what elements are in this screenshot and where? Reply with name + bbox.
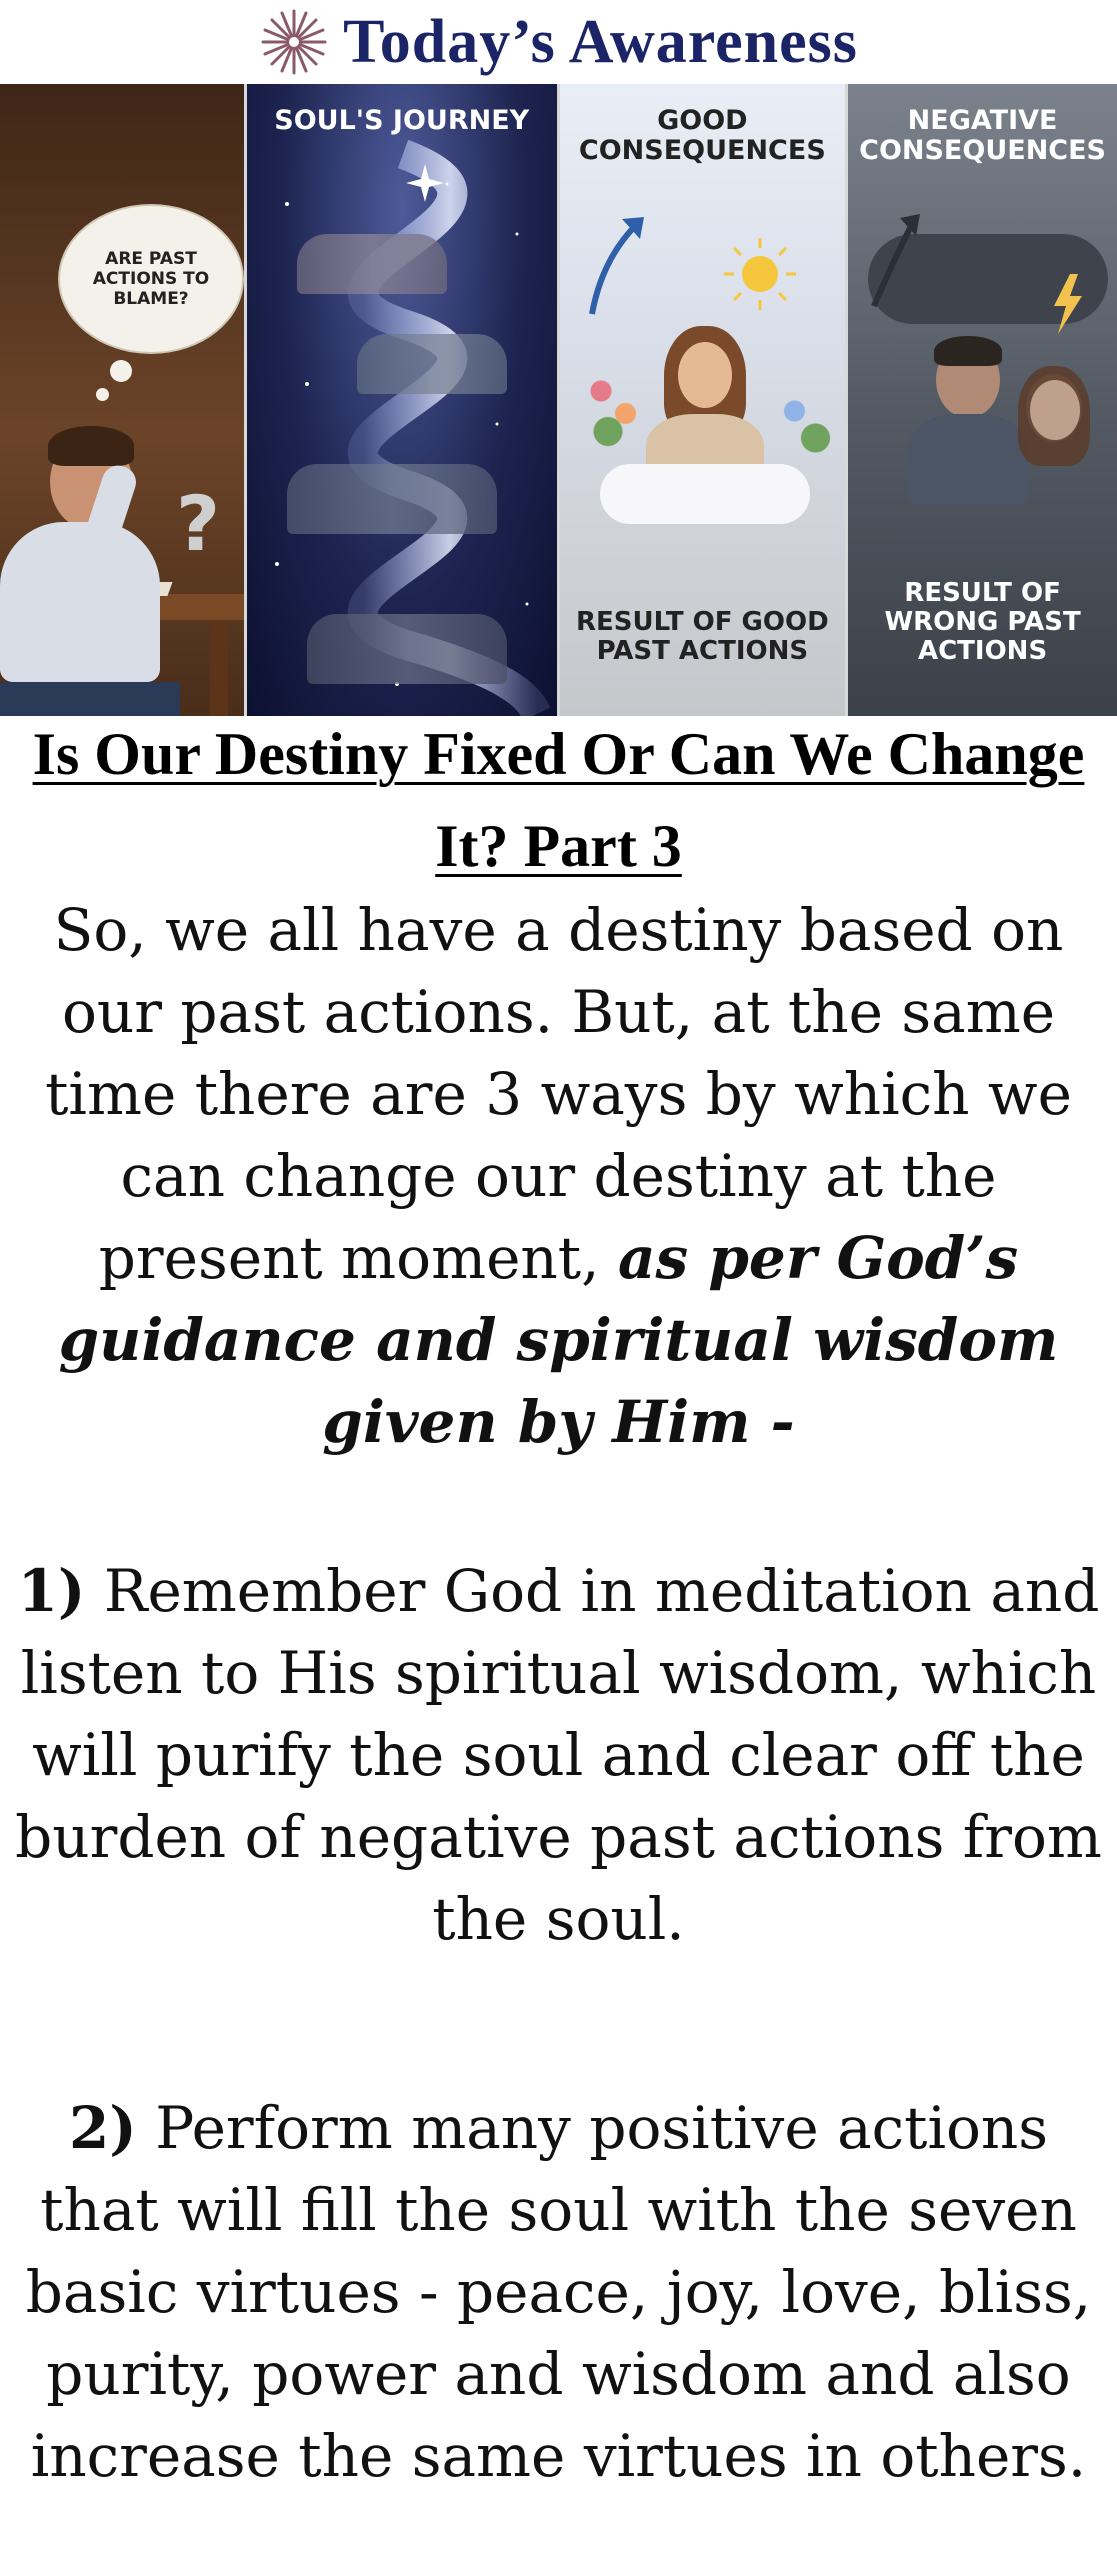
sun-icon xyxy=(720,234,800,314)
intro-plain-text: So, we all have a destiny based on our past actions. But, at the same time there are 3 ways by which we can change our destiny at the present moment, xyxy=(45,896,1072,1292)
article-heading-text: Is Our Destiny Fixed Or Can We Change It? Part 3 xyxy=(32,721,1085,879)
panel-title: NEGATIVE CONSEQUENCES xyxy=(859,105,1107,166)
cloud xyxy=(600,464,810,524)
man-sad-hair xyxy=(934,336,1002,366)
panel-pondering-man xyxy=(0,84,244,716)
desk-leg xyxy=(210,620,228,716)
panel-souls-journey xyxy=(244,84,556,716)
people-group xyxy=(287,464,497,534)
panel-title: GOOD CONSEQUENCES xyxy=(578,105,826,166)
page-header xyxy=(0,0,1117,84)
people-group xyxy=(297,234,447,294)
page-brand-title: Today’s Awareness xyxy=(343,7,858,76)
thought-dot xyxy=(96,388,109,401)
panel-good-consequences xyxy=(557,84,846,716)
down-arrow-icon xyxy=(862,214,922,314)
flowers-right xyxy=(770,384,840,474)
thought-dot xyxy=(110,360,132,382)
people-group xyxy=(307,614,507,684)
man-sad-shirt xyxy=(908,414,1028,504)
thought-bubble: ARE PAST ACTIONS TO BLAME? xyxy=(60,206,242,352)
flowers-left xyxy=(580,364,650,454)
list-item-number: 1) xyxy=(17,1557,86,1625)
radial-burst-icon xyxy=(259,7,329,77)
woman-face xyxy=(678,342,732,408)
intro-emphasis-text: as per God’s guidance and spiritual wisdom given by Him - xyxy=(58,1224,1059,1456)
panel-caption: RESULT OF GOOD PAST ACTIONS xyxy=(575,607,829,666)
man-hair xyxy=(48,426,134,466)
up-arrow-icon xyxy=(582,209,652,319)
list-item xyxy=(12,1550,1105,1960)
list-item-text: Perform many positive actions that will fill the soul with the seven basic virtues - peace, joy, love, bliss, purity, power and wisdom and also increase the same virtues in others. xyxy=(25,2094,1092,2490)
question-mark-icon: ? xyxy=(176,479,221,568)
panel-title: SOUL'S JOURNEY xyxy=(274,105,530,136)
people-group xyxy=(357,334,507,394)
article-heading xyxy=(0,708,1117,892)
panel-negative-consequences xyxy=(845,84,1117,716)
list-item xyxy=(12,2087,1105,2497)
list-item-text: Remember God in meditation and listen to His spiritual wisdom, which will purify the soul and clear off the burden of negative past actions from the soul. xyxy=(15,1557,1102,1953)
panel-caption: RESULT OF WRONG PAST ACTIONS xyxy=(884,578,1081,666)
woman-sad-face xyxy=(1030,380,1080,440)
banner-illustration xyxy=(0,84,1117,716)
intro-paragraph xyxy=(12,889,1105,1463)
list-item-number: 2) xyxy=(68,2094,137,2162)
lightning-icon xyxy=(1048,274,1088,334)
